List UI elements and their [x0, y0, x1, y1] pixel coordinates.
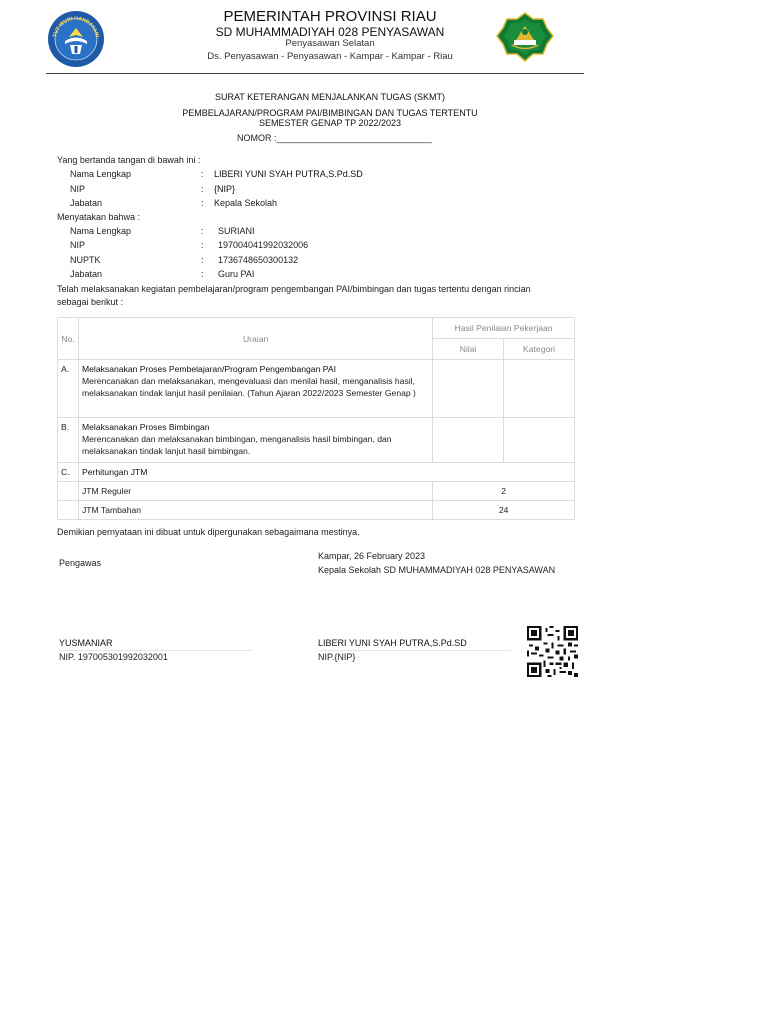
- subject-label-position: Jabatan: [70, 269, 103, 279]
- signer-value-name: LIBERI YUNI SYAH PUTRA,S.Pd.SD: [214, 169, 363, 179]
- table-row: [58, 360, 575, 418]
- colon: :: [201, 184, 204, 194]
- header-province: PEMERINTAH PROVINSI RIAU: [223, 8, 437, 25]
- subject-value-position: Guru PAI: [218, 269, 255, 279]
- subject-label-nuptk: NUPTK: [70, 255, 101, 265]
- colon: :: [201, 240, 204, 250]
- header-divider: [46, 73, 584, 74]
- header-address: Ds. Penyasawan - Penyasawan - Kampar - Kampar - Riau: [207, 51, 453, 62]
- states-text: Menyatakan bahwa :: [57, 212, 141, 222]
- jtm-value: 2: [433, 482, 575, 501]
- signer-label-nip: NIP: [70, 184, 86, 194]
- jtm-label: JTM Tambahan: [78, 501, 432, 520]
- row-number: C.: [58, 463, 79, 482]
- row-kategori: [504, 418, 575, 463]
- jtm-label: JTM Reguler: [78, 482, 432, 501]
- left-signer-name: YUSMANIAR: [59, 638, 113, 648]
- subject-value-nuptk: 1736748650300132: [218, 255, 299, 265]
- qr-code-icon: [527, 626, 578, 677]
- colon: :: [201, 269, 204, 279]
- signer-value-nip: {NIP}: [214, 184, 236, 194]
- subject-label-nip: NIP: [70, 240, 86, 250]
- jtm-value: 24: [433, 501, 575, 520]
- statement-text: Telah melaksanakan kegiatan pembelajaran/program pengembangan PAI/bimbingan dan tugas tertentu dengan rincian sebagai berikut :: [57, 284, 531, 307]
- row-number: B.: [58, 418, 79, 463]
- document-subtitle-1: PEMBELAJARAN/PROGRAM PAI/BIMBINGAN DAN TUGAS TERTENTU: [182, 108, 478, 118]
- jtm-row: [58, 501, 575, 520]
- document-number: NOMOR :_______________________________: [237, 133, 432, 143]
- row-number: A.: [58, 360, 79, 418]
- row-description: Merencanakan dan melaksanakan, mengevaluasi dan menilai hasil, menganalisis hasil, melaksanakan tindak lanjut hasil penilaian. (Tahun Ajaran 2022/2023 Semester Genap ): [81, 376, 416, 398]
- right-signer-nip: NIP.{NIP}: [318, 652, 356, 662]
- signer-label-position: Jabatan: [70, 198, 103, 208]
- signer-value-position: Kepala Sekolah: [214, 198, 278, 208]
- intro-text: Yang bertanda tangan di bawah ini :: [57, 155, 201, 165]
- right-signer-role: Kepala Sekolah SD MUHAMMADIYAH 028 PENYASAWAN: [318, 565, 556, 575]
- colon: :: [201, 226, 204, 236]
- row-description: Merencanakan dan melaksanakan bimbingan, menganalisis hasil bimbingan, dan melaksanakan tindak lanjut hasil bimbingan.: [81, 434, 392, 456]
- signer-label-name: Nama Lengkap: [70, 169, 132, 179]
- place-date: Kampar, 26 February 2023: [318, 551, 426, 561]
- subject-value-nip: 197004041992032006: [218, 240, 309, 250]
- subject-value-name: SURIANI: [218, 226, 255, 236]
- right-signer-name: LIBERI YUNI SYAH PUTRA,S.Pd.SD: [318, 638, 467, 648]
- header-uraian: Uraian: [78, 318, 432, 360]
- header-nilai: Nilai: [433, 339, 504, 360]
- header-no: No.: [58, 318, 79, 360]
- header-school: SD MUHAMMADIYAH 028 PENYASAWAN: [215, 25, 445, 39]
- document-title: SURAT KETERANGAN MENJALANKAN TUGAS (SKMT): [214, 92, 446, 102]
- document-subtitle-2: SEMESTER GENAP TP 2022/2023: [258, 118, 402, 128]
- header-kategori: Kategori: [504, 339, 575, 360]
- row-nilai: [433, 418, 504, 463]
- closing-text: Demikian pernyataan ini dibuat untuk dipergunakan sebagaimana mestinya.: [57, 527, 360, 537]
- header-hasil: Hasil Penilaian Pekerjaan: [433, 318, 575, 339]
- table-row: [58, 418, 575, 463]
- skmt-table: [57, 317, 575, 520]
- row-title: Melaksanakan Proses Bimbingan: [81, 422, 210, 432]
- header-village: Penyasawan Selatan: [285, 38, 375, 49]
- subject-label-name: Nama Lengkap: [70, 226, 132, 236]
- left-signer-role: Pengawas: [59, 558, 102, 568]
- row-title: Melaksanakan Proses Pembelajaran/Program Pengembangan PAI: [81, 364, 336, 374]
- row-kategori: [504, 360, 575, 418]
- colon: :: [201, 198, 204, 208]
- row-title: Perhitungan JTM: [78, 463, 574, 482]
- jtm-row: [58, 482, 575, 501]
- tut-wuri-handayani-logo: [46, 10, 106, 68]
- row-nilai: [433, 360, 504, 418]
- table-row: [58, 463, 575, 482]
- left-signer-nip: NIP. 197005301992032001: [59, 652, 168, 662]
- colon: :: [201, 255, 204, 265]
- logo-left-text: TUT WURI HANDAYANI: [52, 15, 100, 38]
- colon: :: [201, 169, 204, 179]
